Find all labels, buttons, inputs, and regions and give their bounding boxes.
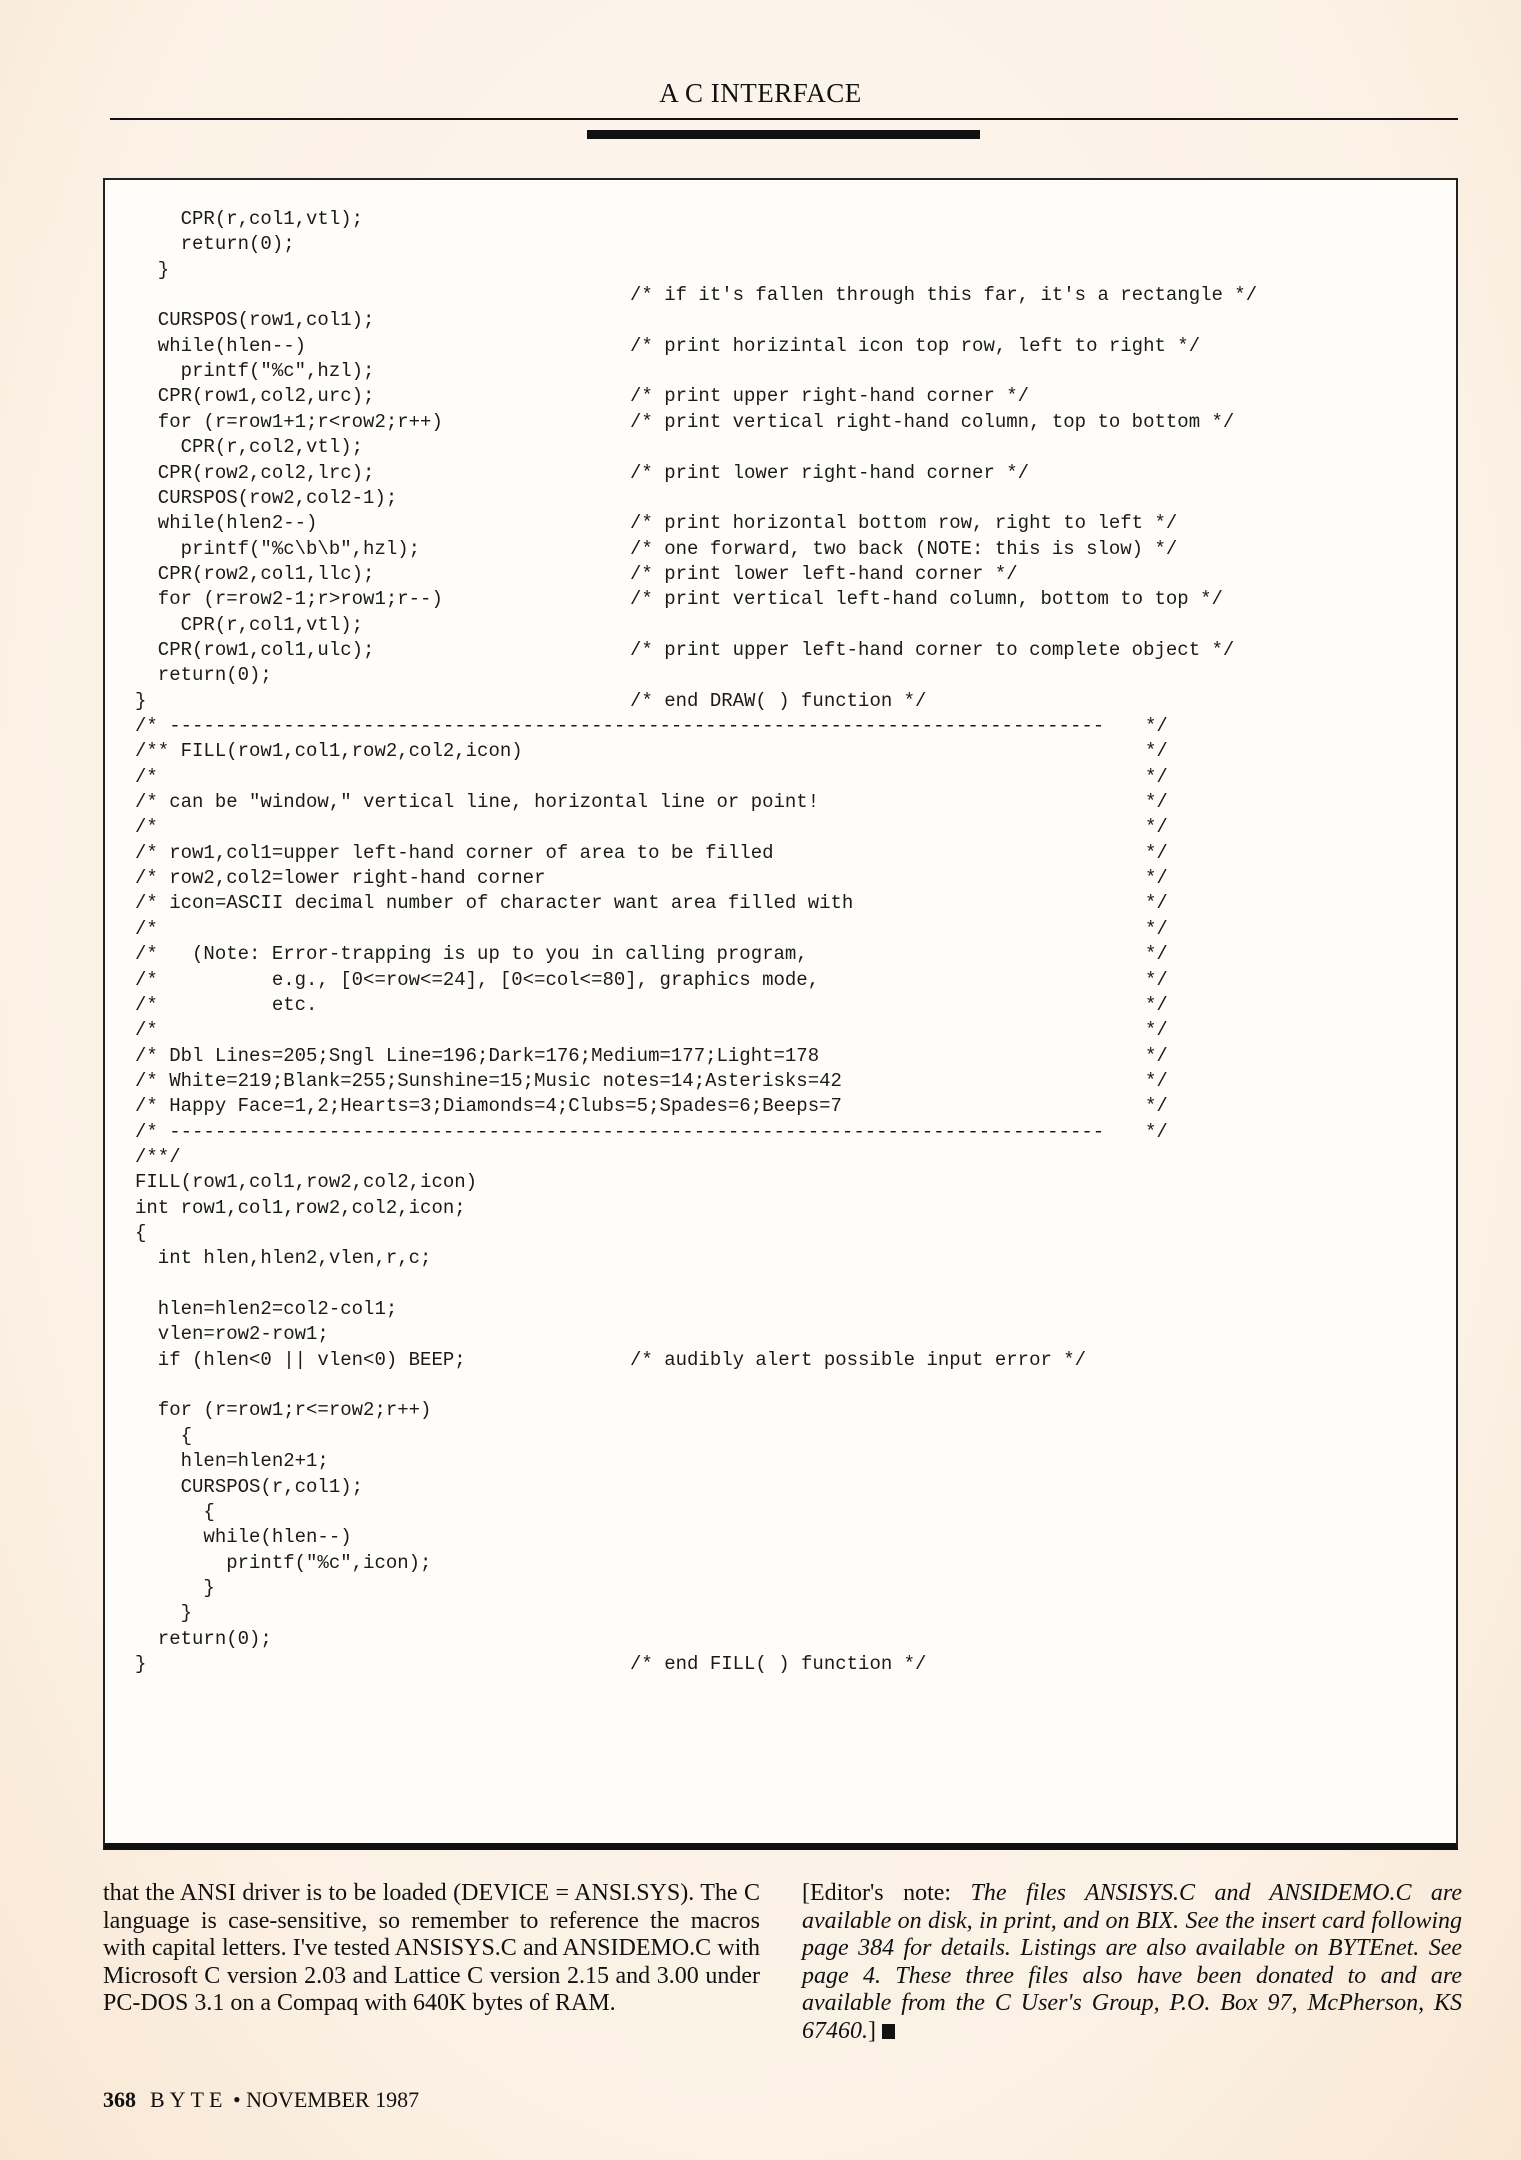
code-comment: /* print upper left-hand corner to complete object */	[630, 638, 1235, 661]
code-text: CURSPOS(row1,col1);	[135, 309, 375, 332]
code-text: printf("%c",icon);	[135, 1551, 432, 1574]
body-column-left: that the ANSI driver is to be loaded (DEVICE = ANSI.SYS). The C language is case-sensitive, so remember to reference the macros with capital letters. I've tested ANSISYS.C and ANSIDEMO.C with Microsoft C version 2.03 and Lattice C version 2.15 and 3.00 under PC-DOS 3.1 on a Compaq with 640K bytes of RAM.	[103, 1880, 760, 2017]
comment-close: */	[1145, 892, 1168, 915]
code-line	[105, 1576, 1460, 1601]
code-comment: /* print upper right-hand corner */	[630, 385, 1030, 408]
code-line	[105, 1449, 1460, 1474]
code-comment: /* print lower left-hand corner */	[630, 562, 1018, 585]
code-text: /*	[135, 765, 158, 788]
comment-close: */	[1145, 993, 1168, 1016]
footer-separator: •	[232, 2087, 241, 2112]
comment-close: */	[1145, 765, 1168, 788]
code-line	[105, 891, 1460, 916]
code-text: /* ----------------------------------------------------------------------------------	[135, 715, 1105, 737]
code-text: {	[135, 1500, 215, 1523]
code-line	[105, 1170, 1460, 1195]
end-of-article-mark	[882, 2024, 895, 2039]
code-line	[105, 410, 1460, 435]
code-line	[105, 587, 1460, 612]
code-listing	[103, 178, 1458, 1850]
code-text: /* ----------------------------------------------------------------------------------	[135, 1120, 1105, 1143]
code-text: hlen=hlen2+1;	[135, 1450, 329, 1473]
code-text: vlen=row2-row1;	[135, 1323, 329, 1346]
code-line	[105, 1348, 1460, 1373]
code-line	[105, 1196, 1460, 1221]
code-text: }	[135, 689, 147, 712]
comment-close: */	[1145, 943, 1168, 966]
comment-close: */	[1145, 1095, 1168, 1118]
code-line	[105, 714, 1460, 739]
code-line	[105, 841, 1460, 866]
code-line	[105, 486, 1460, 511]
code-line	[105, 308, 1460, 333]
code-comment: /* if it's fallen through this far, it's a rectangle */	[630, 284, 1258, 307]
code-text: CPR(r,col1,vtl);	[135, 613, 364, 636]
code-line	[105, 689, 1460, 714]
editors-note-text: The files ANSISYS.C and ANSIDEMO.C are available on disk, in print, and on BIX. See the insert card following page 384 for details. Listings are also available on BYTEnet. See page 4. These three files also have been donated to and are available from the C User's Group, P.O. Box 97, McPherson, KS 67460.	[802, 1880, 1462, 2044]
code-line	[105, 1322, 1460, 1347]
code-text: if (hlen<0 || vlen<0) BEEP;	[135, 1348, 466, 1371]
code-text: }	[135, 1602, 193, 1625]
code-line	[105, 765, 1460, 790]
editors-note-close: ]	[868, 2017, 876, 2044]
code-line	[105, 638, 1460, 663]
code-line	[105, 1044, 1460, 1069]
code-line	[105, 790, 1460, 815]
comment-close: */	[1145, 917, 1168, 940]
code-text: CURSPOS(row2,col2-1);	[135, 486, 398, 509]
code-text: CPR(row2,col1,llc);	[135, 562, 375, 585]
code-text: printf("%c\b\b",hzl);	[135, 537, 421, 560]
code-text: /* etc.	[135, 993, 318, 1016]
code-line	[105, 461, 1460, 486]
code-text: while(hlen2--)	[135, 512, 318, 535]
code-text: for (r=row1;r<=row2;r++)	[135, 1399, 432, 1422]
code-text: CPR(row2,col2,lrc);	[135, 461, 375, 484]
code-comment: /* print horizontal bottom row, right to left */	[630, 512, 1178, 535]
code-comment: /* print vertical left-hand column, bottom to top */	[630, 588, 1223, 611]
code-text: CURSPOS(r,col1);	[135, 1475, 364, 1498]
code-line	[105, 968, 1460, 993]
code-line	[105, 207, 1460, 232]
comment-close: */	[1145, 715, 1168, 737]
comment-close: */	[1145, 1120, 1168, 1143]
code-line	[105, 1551, 1460, 1576]
code-text: FILL(row1,col1,row2,col2,icon)	[135, 1171, 478, 1194]
code-text: CPR(row1,col2,urc);	[135, 385, 375, 408]
code-line	[105, 1627, 1460, 1652]
code-text: /*	[135, 917, 158, 940]
code-line	[105, 1018, 1460, 1043]
code-text: CPR(r,col1,vtl);	[135, 208, 364, 230]
comment-close: */	[1145, 791, 1168, 814]
magazine-name: BYTE	[150, 2087, 228, 2112]
code-line	[105, 993, 1460, 1018]
editors-note-lead: [Editor's note:	[802, 1880, 971, 1906]
code-text: /* row1,col1=upper left-hand corner of area to be filled	[135, 841, 774, 864]
code-line	[105, 1424, 1460, 1449]
code-text: CPR(r,col2,vtl);	[135, 436, 364, 459]
code-line	[105, 511, 1460, 536]
code-text: int row1,col1,row2,col2,icon;	[135, 1196, 466, 1219]
code-text: }	[135, 1576, 215, 1599]
comment-close: */	[1145, 1044, 1168, 1067]
comment-close: */	[1145, 968, 1168, 991]
code-line	[105, 866, 1460, 891]
comment-close: */	[1145, 1069, 1168, 1092]
code-comment: /* print vertical right-hand column, top to bottom */	[630, 410, 1235, 433]
page-footer	[103, 2087, 419, 2113]
code-line	[105, 384, 1460, 409]
code-line	[105, 1272, 1460, 1297]
running-head: A C INTERFACE	[659, 78, 862, 108]
code-text: printf("%c",hzl);	[135, 360, 375, 383]
header-rule	[110, 118, 1458, 120]
comment-close: */	[1145, 1019, 1168, 1042]
code-text: return(0);	[135, 1627, 272, 1650]
code-text: /* Happy Face=1,2;Hearts=3;Diamonds=4;Clubs=5;Spades=6;Beeps=7	[135, 1095, 842, 1118]
code-line	[105, 1145, 1460, 1170]
code-text: /* row2,col2=lower right-hand corner	[135, 867, 546, 890]
code-line	[105, 1601, 1460, 1626]
comment-close: */	[1145, 816, 1168, 839]
code-line	[105, 334, 1460, 359]
code-line	[105, 537, 1460, 562]
code-text: /* White=219;Blank=255;Sunshine=15;Music notes=14;Asterisks=42	[135, 1069, 842, 1092]
code-line	[105, 1120, 1460, 1145]
code-comment: /* end FILL( ) function */	[630, 1652, 927, 1675]
code-text: /* (Note: Error-trapping is up to you in calling program,	[135, 943, 808, 966]
code-text: /* icon=ASCII decimal number of character want area filled with	[135, 892, 854, 915]
code-comment: /* print lower right-hand corner */	[630, 461, 1030, 484]
code-line	[105, 258, 1460, 283]
code-line	[105, 435, 1460, 460]
code-text: {	[135, 1222, 147, 1244]
code-line	[105, 613, 1460, 638]
code-text: /* e.g., [0<=row<=24], [0<=col<=80], graphics mode,	[135, 968, 820, 991]
code-text: hlen=hlen2=col2-col1;	[135, 1298, 398, 1321]
code-comment: /* end DRAW( ) function */	[630, 689, 927, 712]
issue-date: NOVEMBER 1987	[246, 2087, 420, 2112]
comment-close: */	[1145, 740, 1168, 763]
code-line	[105, 1652, 1460, 1677]
code-comment: /* print horizintal icon top row, left to right */	[630, 334, 1201, 357]
code-line	[105, 1069, 1460, 1094]
code-text: /**/	[135, 1145, 181, 1168]
code-text: /* Dbl Lines=205;Sngl Line=196;Dark=176;Medium=177;Light=178	[135, 1044, 820, 1067]
code-line	[105, 1500, 1460, 1525]
code-comment: /* audibly alert possible input error */	[630, 1348, 1087, 1371]
code-line	[105, 917, 1460, 942]
header-bar	[587, 130, 980, 139]
code-text: /** FILL(row1,col1,row2,col2,icon)	[135, 740, 523, 763]
page-number: 368	[103, 2087, 136, 2112]
code-line	[105, 663, 1460, 688]
code-text: /*	[135, 1019, 158, 1042]
code-comment: /* one forward, two back (NOTE: this is slow) */	[630, 537, 1178, 560]
code-text: int hlen,hlen2,vlen,r,c;	[135, 1247, 432, 1270]
comment-close: */	[1145, 841, 1168, 864]
code-text: while(hlen--)	[135, 1526, 352, 1549]
code-line	[105, 1475, 1460, 1500]
code-text: }	[135, 1652, 147, 1675]
code-text: for (r=row1+1;r<row2;r++)	[135, 410, 443, 433]
code-line	[105, 1525, 1460, 1550]
code-line	[105, 815, 1460, 840]
code-line	[105, 232, 1460, 257]
code-line	[105, 283, 1460, 308]
code-line	[105, 1373, 1460, 1398]
code-line	[105, 1398, 1460, 1423]
code-line	[105, 562, 1460, 587]
code-text: return(0);	[135, 664, 272, 687]
code-text: return(0);	[135, 233, 295, 256]
code-text: while(hlen--)	[135, 334, 307, 357]
code-line	[105, 1246, 1460, 1271]
code-text: /*	[135, 816, 158, 839]
code-text: /* can be "window," vertical line, horizontal line or point!	[135, 791, 820, 814]
code-text: CPR(row1,col1,ulc);	[135, 638, 375, 661]
code-line	[105, 1094, 1460, 1119]
code-line	[105, 1221, 1460, 1246]
code-line	[105, 1297, 1460, 1322]
code-line	[105, 739, 1460, 764]
code-text: {	[135, 1424, 193, 1447]
code-line	[105, 359, 1460, 384]
editors-note	[802, 1880, 1462, 2046]
code-text: }	[135, 258, 170, 281]
code-text: for (r=row2-1;r>row1;r--)	[135, 588, 443, 611]
comment-close: */	[1145, 867, 1168, 890]
code-line	[105, 942, 1460, 967]
